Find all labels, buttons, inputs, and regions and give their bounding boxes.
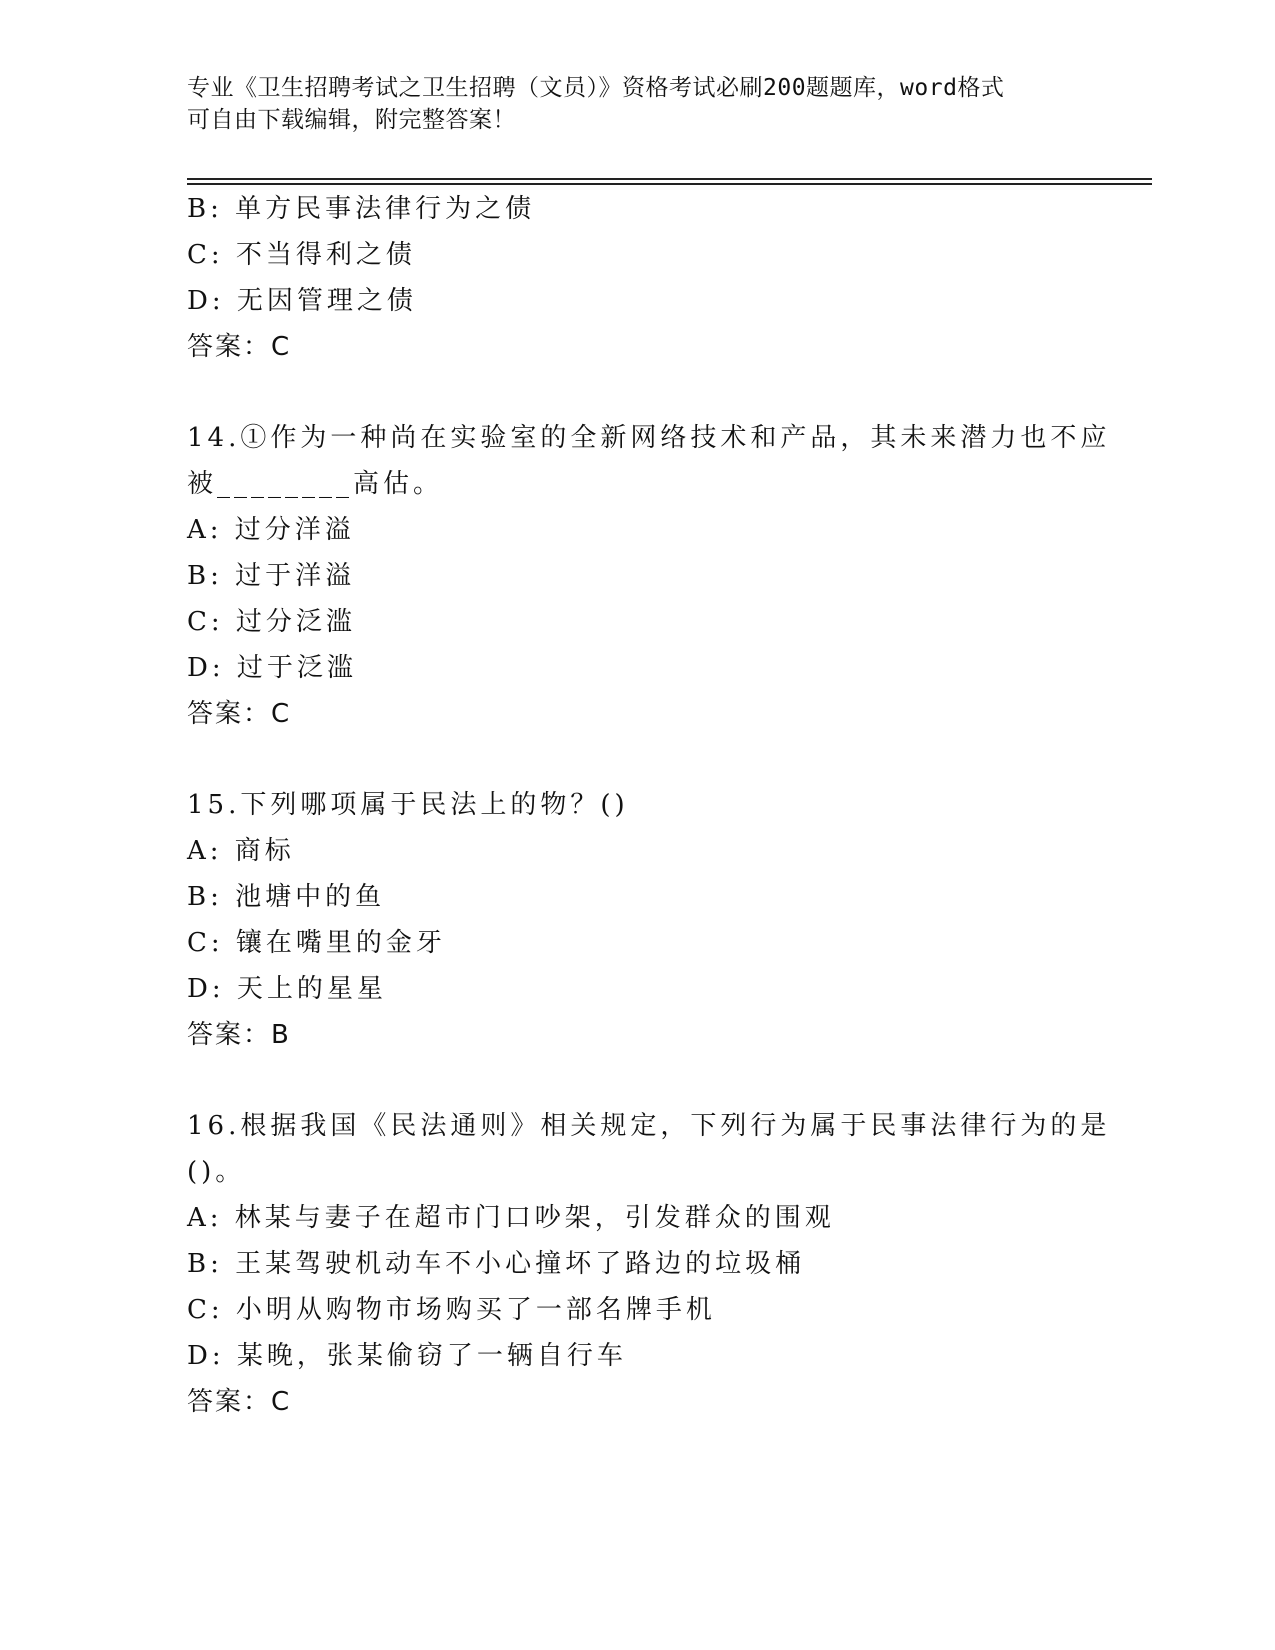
- header-title-line-1: 专业《卫生招聘考试之卫生招聘（文员）》资格考试必刷200题题库，word格式: [187, 75, 1005, 101]
- option-c: C: 小明从购物市场购买了一部名牌手机: [187, 1295, 716, 1325]
- document-header: [187, 72, 1087, 136]
- option-b: B: 池塘中的鱼: [187, 882, 386, 912]
- option-d: D: 无因管理之债: [187, 286, 417, 316]
- question-13-continued: [187, 186, 1087, 370]
- question-stem-line-1: 16.根据我国《民法通则》相关规定，下列行为属于民事法律行为的是: [187, 1111, 1111, 1141]
- header-title-line-2: 可自由下载编辑，附完整答案！: [187, 107, 516, 133]
- option-d: D: 过于泛滥: [187, 653, 357, 683]
- option-a: A: 过分洋溢: [187, 515, 355, 545]
- question-14: [187, 415, 1111, 737]
- option-a: A: 商标: [187, 836, 295, 866]
- option-c: C: 镶在嘴里的金牙: [187, 928, 446, 958]
- header-rule-bottom: [187, 183, 1152, 185]
- question-stem-line-2: 被________高估。: [187, 469, 444, 499]
- answer-line: 答案：B: [187, 1020, 291, 1050]
- question-stem-line-2: ()。: [187, 1157, 246, 1187]
- option-c: C: 不当得利之债: [187, 240, 416, 270]
- question-stem-line-1: 15.下列哪项属于民法上的物？(): [187, 790, 629, 820]
- option-d: D: 某晚，张某偷窃了一辆自行车: [187, 1341, 627, 1371]
- option-d: D: 天上的星星: [187, 974, 387, 1004]
- answer-line: 答案：C: [187, 699, 292, 729]
- question-stem-line-1: 14.①作为一种尚在实验室的全新网络技术和产品，其未来潜力也不应: [187, 423, 1111, 453]
- option-b: B: 王某驾驶机动车不小心撞坏了路边的垃圾桶: [187, 1249, 806, 1279]
- header-rule-top: [187, 178, 1152, 180]
- option-b: B: 单方民事法律行为之债: [187, 194, 536, 224]
- question-16: [187, 1103, 1111, 1425]
- option-c: C: 过分泛滥: [187, 607, 356, 637]
- spacer: [187, 737, 1087, 782]
- spacer: [187, 1058, 1087, 1103]
- answer-line: 答案：C: [187, 1387, 292, 1417]
- option-b: B: 过于洋溢: [187, 561, 356, 591]
- question-15: [187, 782, 1087, 1058]
- question-list: [187, 186, 1111, 1425]
- answer-line: 答案：C: [187, 332, 292, 362]
- option-a: A: 林某与妻子在超市门口吵架，引发群众的围观: [187, 1203, 835, 1233]
- spacer: [187, 370, 1087, 415]
